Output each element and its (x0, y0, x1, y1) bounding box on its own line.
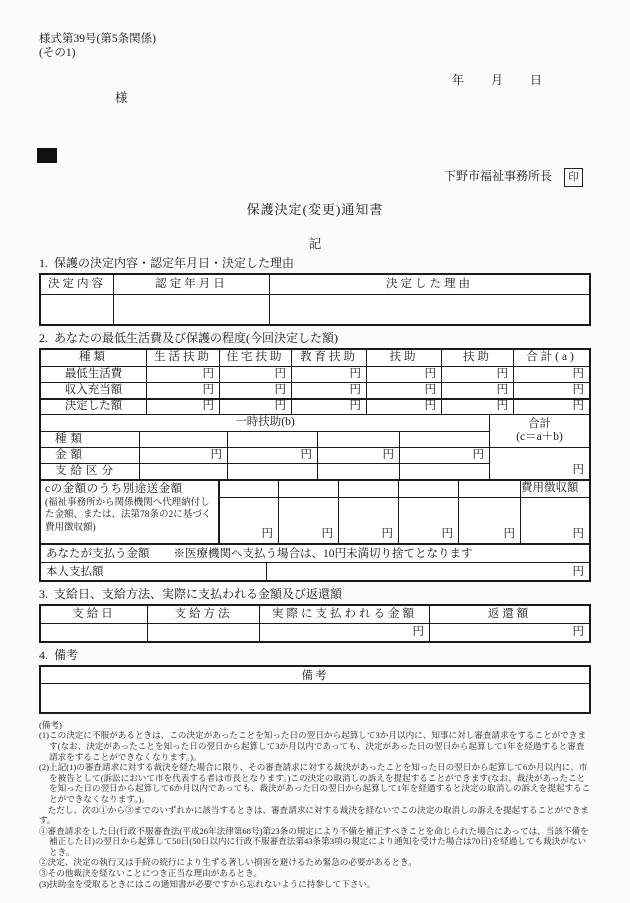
amount-cell: 円 (219, 382, 291, 398)
footnote-item: ②決定、決定の執行又は手続の続行により生ずる著しい損害を避けるため緊急の必要があるとき。 (39, 857, 417, 868)
col-header: 種類 (79, 351, 108, 364)
col-header: 支給方法 (147, 606, 259, 623)
remarks-body (41, 684, 589, 712)
footnotes-label: (備考) (39, 719, 62, 730)
empty-cell (113, 294, 269, 324)
amount-cell: 円 (219, 398, 291, 414)
col-header: 扶助 (441, 350, 513, 366)
total-amount-cell: 円 (489, 447, 589, 479)
page-title: 保護決定(変更)通知書 (246, 201, 384, 217)
amount-cell: 円 (458, 497, 520, 543)
payment-table (39, 604, 591, 643)
issuing-office (39, 166, 591, 187)
fee-col-header: 費用徴収額 (520, 481, 589, 497)
col-header: 実際に支払われる金額 (259, 606, 429, 623)
col-header: 認定年月日 (113, 275, 269, 294)
decision-table (39, 273, 591, 326)
empty-cell (139, 463, 227, 479)
row-label: 収入充当額 (41, 382, 146, 398)
section1-title: 保護の決定内容・認定年月日・決定した理由 (54, 255, 295, 270)
footnotes (39, 720, 591, 890)
footnote-item: (1)この決定に不服があるときは、この決定があったことを知った日の翌日から起算して3か月以内に、知事に対し審査請求をすることができます(なお、決定があったことを知った日の翌日から起算して3か月以内であっても、決定があった日の翌日から起算して1年を経過すると審査請求をすることができなくなります。)。 (39, 730, 587, 762)
remittance-table (41, 479, 589, 543)
col-header: 合計(a) (513, 350, 589, 366)
amount-cell: 円 (441, 366, 513, 382)
amount-cell: 円 (259, 623, 429, 641)
amount-cell: 円 (441, 382, 513, 398)
section2-title: あなたの最低生活費及び保護の程度(今回決定した額) (54, 330, 338, 345)
empty-cell (218, 481, 278, 497)
onetime-benefit-table (41, 414, 589, 479)
self-payment-amount: 円 (266, 563, 589, 580)
onetime-title: 一時扶助(b) (235, 416, 295, 429)
col-header: 扶助 (366, 350, 441, 366)
empty-cell (227, 431, 317, 447)
total-header (489, 415, 589, 447)
section3-number: 3. (39, 586, 48, 601)
section3-title: 支給日、支給方法、実際に支払われる金額及び返還額 (54, 586, 343, 601)
amount-cell: 円 (338, 497, 398, 543)
total-label: 合計 (528, 417, 551, 430)
col-header: 支給日 (72, 607, 116, 620)
footnote-item: ①審査請求をした日(行政不服審査法(平成26年法律第68号)第23条の規定により不備を補正すべきことを命じられた場合にあっては、当該不備を補正した日)の翌日から起算して50日(50日以内に行政不服審査法第43条第3項の規定により通知を受けた場合は70日)を経過しても裁決がないとき。 (39, 825, 589, 857)
amount-cell: 円 (146, 398, 219, 414)
amount-cell: 円 (398, 497, 458, 543)
date-field: 年 月 日 (451, 73, 543, 87)
empty-cell (278, 481, 338, 497)
self-payment-label: 本人支払額 (46, 566, 104, 579)
form-number: 様式第39号(第5条関係) (39, 33, 156, 45)
row-label: 種類 (41, 431, 139, 447)
row-label: 金額 (41, 447, 139, 463)
remarks-table (39, 665, 591, 714)
empty-cell (147, 623, 259, 641)
amount-cell: 円 (366, 366, 441, 382)
amount-cell: 円 (291, 366, 366, 382)
row-label: 最低生活費 (41, 366, 146, 382)
remittance-label (41, 481, 218, 543)
addressee-suffix: 様 (115, 91, 128, 105)
col-header: 住宅扶助 (219, 350, 291, 366)
empty-cell (399, 463, 489, 479)
amount-cell: 円 (146, 366, 219, 382)
empty-cell (41, 294, 113, 324)
section1-number: 1. (39, 255, 48, 270)
amount-cell: 円 (513, 382, 589, 398)
col-header: 決定内容 (48, 277, 106, 290)
remarks-col-header: 備考 (41, 667, 589, 684)
amount-cell: 円 (317, 447, 399, 463)
benefit-table-block (39, 348, 591, 582)
footnote-item: ただし、次の①から③までのいずれかに該当するときは、審査請求に対する裁決を経ないでこの決定の取消しの訴えを提起することができます。 (39, 804, 590, 826)
col-header: 教育扶助 (291, 350, 366, 366)
amount-cell: 円 (399, 447, 489, 463)
amount-cell: 円 (219, 366, 291, 382)
empty-cell (398, 481, 458, 497)
empty-cell (317, 431, 399, 447)
section4-heading (39, 648, 591, 662)
you-pay-label: あなたが支払う金額 (46, 548, 150, 561)
empty-cell (269, 294, 589, 324)
row-label: 決定した額 (41, 398, 146, 414)
amount-cell: 円 (366, 382, 441, 398)
benefit-main-table (41, 350, 589, 414)
section3-heading (39, 587, 591, 601)
amount-cell: 円 (139, 447, 227, 463)
empty-cell (139, 431, 227, 447)
empty-cell (458, 481, 520, 497)
amount-cell: 円 (218, 497, 278, 543)
section2-heading (39, 331, 591, 345)
amount-cell: 円 (227, 447, 317, 463)
amount-cell: 円 (291, 382, 366, 398)
amount-cell: 円 (441, 398, 513, 414)
redaction-box (37, 148, 57, 163)
col-header: 決定した理由 (269, 275, 589, 294)
footnote-item: (3)扶助金を受取るときにはこの通知書が必要ですから忘れないように持参して下さい。 (39, 878, 376, 889)
empty-cell (399, 431, 489, 447)
self-payment-row (41, 562, 589, 580)
amount-cell: 円 (513, 366, 589, 382)
col-header: 生活扶助 (146, 350, 219, 366)
amount-cell: 円 (429, 623, 589, 641)
total-formula: (c＝a＋b) (516, 430, 563, 443)
ki-marker: 記 (308, 236, 322, 251)
seal-stamp: 印 (564, 168, 583, 187)
footnote-item: ③その他裁決を経ないことにつき正当な理由があるとき。 (39, 868, 262, 879)
amount-cell: 円 (146, 382, 219, 398)
section1-heading (39, 256, 591, 270)
empty-cell (317, 463, 399, 479)
remittance-label-note: (福祉事務所から関係機関へ代理納付した金額、または、法第78条の2に基づく費用徴収額) (45, 497, 212, 533)
you-pay-row (41, 543, 589, 562)
section4-title: 備考 (54, 647, 79, 662)
row-label: 支給区分 (41, 463, 139, 479)
amount-cell: 円 (291, 398, 366, 414)
empty-cell (338, 481, 398, 497)
you-pay-note: ※医療機関へ支払う場合は、10円未満切り捨てとなります (173, 548, 473, 561)
form-sub-number: (その1) (39, 47, 76, 59)
amount-cell: 円 (513, 398, 589, 414)
remittance-label-main: cの金額のうち別途送金額 (45, 482, 183, 495)
col-header: 返還額 (429, 606, 589, 623)
empty-cell (227, 463, 317, 479)
section2-number: 2. (39, 330, 48, 345)
amount-cell: 円 (278, 497, 338, 543)
footnote-item: (2)上記(1)の審査請求に対する裁決を経た場合に限り、その審査請求に対する裁決があったことを知った日の翌日から起算して6か月以内に、市を被告として(訴訟において市を代表する者は市長となります。)この決定の取消しの訴えを提起することができます(なお、裁決があったことを知った日の翌日から起算して6か月以内であっても、裁決があった日の翌日から起算して1年を経過すると決定の取消しの訴えを提起することができなくなります。)。 (39, 762, 591, 804)
section4-number: 4. (39, 647, 48, 662)
amount-cell: 円 (520, 497, 589, 543)
office-title: 下野市福祉事務所長 (443, 169, 552, 183)
amount-cell: 円 (366, 398, 441, 414)
form-page (39, 0, 591, 889)
empty-cell (41, 623, 147, 641)
